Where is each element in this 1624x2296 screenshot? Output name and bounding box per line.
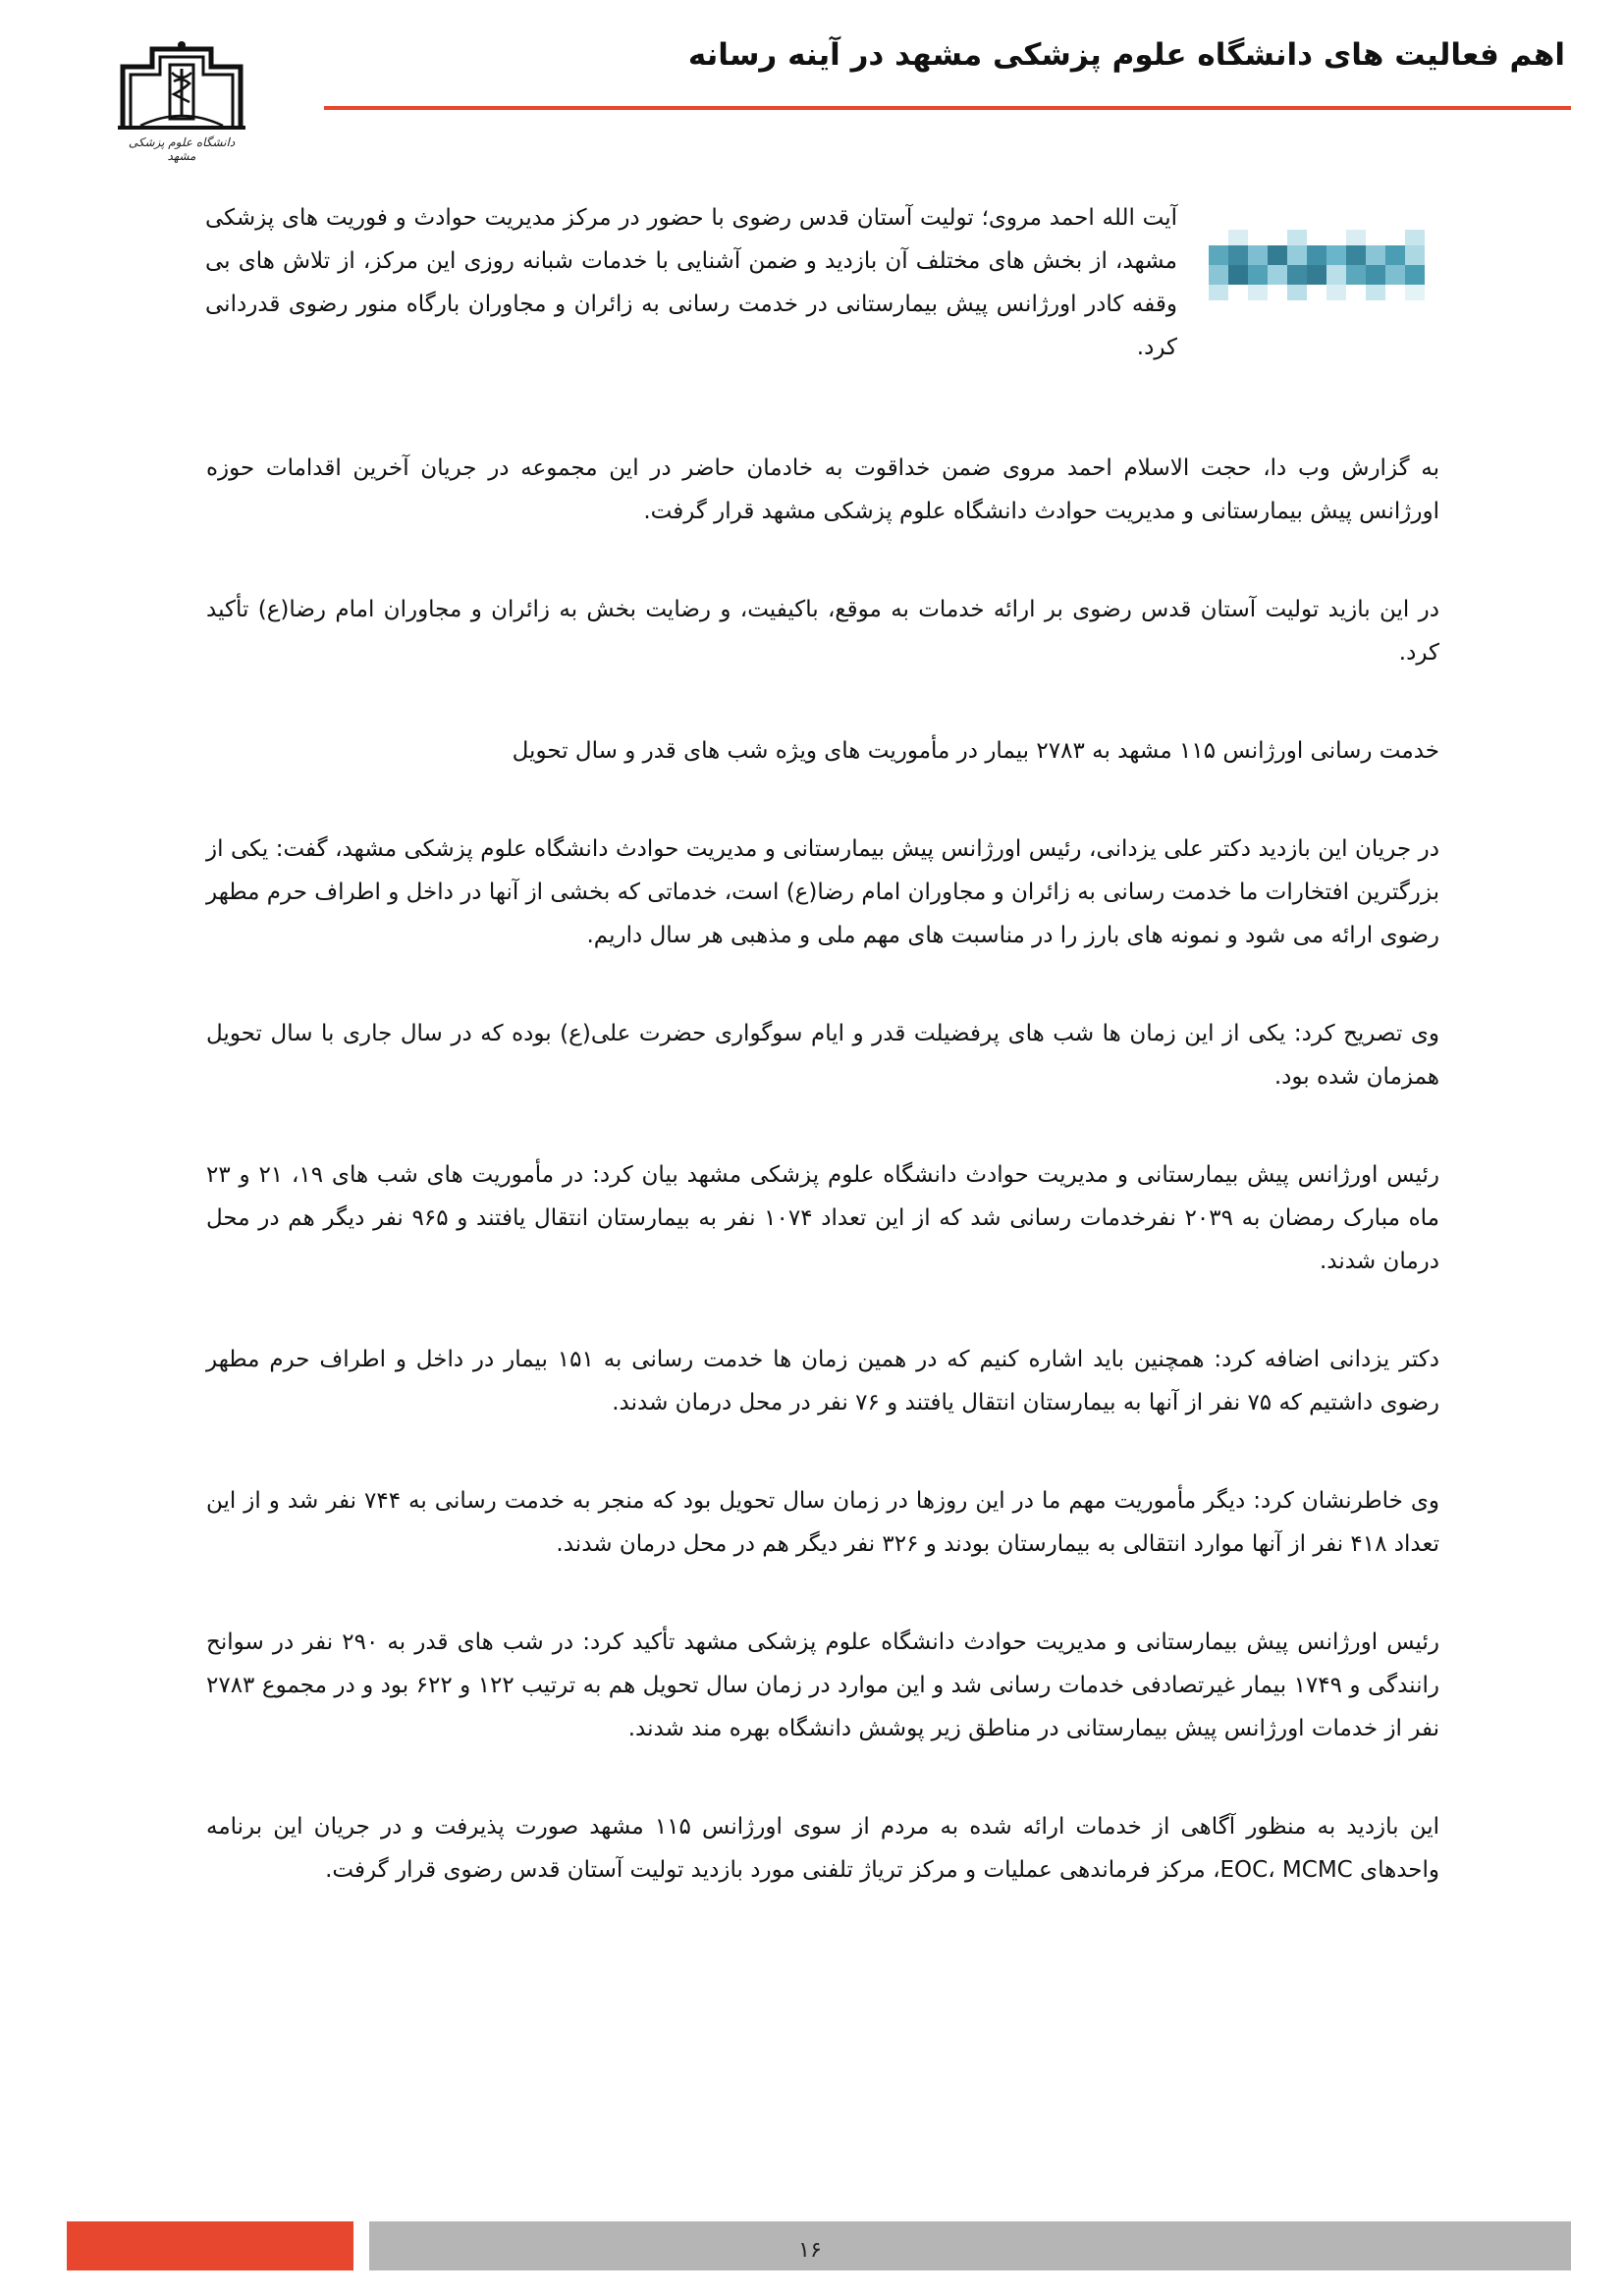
university-logo bbox=[113, 37, 250, 165]
paragraph: رئیس اورژانس پیش بیمارستانی و مدیریت حوادث دانشگاه علوم پزشکی مشهد تأکید کرد: در شب های قدر به ۲۹۰ نفر در سوانح رانندگی و ۱۷۴۹ بیمار غیرتصادفی خدمات رسانی شد و این موارد در زمان سال تحویل هم به ترتیب ۱۲۲ و ۶۲۲ بود و در مجموع ۲۷۸۳ نفر از خدمات اورژانس پیش بیمارستانی در مناطق زیر پوشش دانشگاه بهره مند شدند. bbox=[206, 1629, 1440, 1741]
header-divider bbox=[324, 106, 1571, 110]
paragraph: در جریان این بازدید دکتر علی یزدانی، رئیس اورژانس پیش بیمارستانی و مدیریت حوادث دانشگاه علوم پزشکی مشهد، گفت: یکی از بزرگترین افتخارات ما خدمت رسانی به زائران و مجاوران امام رضا(ع) است، خدماتی که بخشی از آنها در داخل و اطراف حرم مطهر رضوی ارائه می شود و نمونه های بارز را در مناسبت های مهم ملی و مذهبی هر سال داریم. bbox=[206, 836, 1439, 948]
pixelated-photo-icon bbox=[1203, 196, 1438, 339]
article-thumbnail bbox=[1203, 196, 1438, 339]
university-emblem-icon bbox=[113, 37, 250, 135]
page-number: ۱۶ bbox=[798, 2238, 822, 2263]
page-title: اهم فعالیت های دانشگاه علوم پزشکی مشهد در آینه رسانه bbox=[687, 37, 1565, 73]
paragraph: در این بازید تولیت آستان قدس رضوی بر ارائه خدمات به موقع، باکیفیت، و رضایت بخش به زائران و مجاوران امام رضا(ع) تأکید کرد. bbox=[206, 597, 1439, 666]
paragraph: وی تصریح کرد: یکی از این زمان ها شب های پرفضیلت قدر و ایام سوگواری حضرت علی(ع) بوده که در سال جاری با سال تحویل همزمان شده بود. bbox=[206, 1021, 1439, 1090]
footer-bar bbox=[369, 2221, 1571, 2270]
paragraph: به گزارش وب دا، حجت الاسلام احمد مروی ضمن خداقوت به خادمان حاضر در این مجموعه در جریان آخرین اقدامات حوزه اورژانس پیش بیمارستانی و مدیریت حوادث دانشگاه علوم پزشکی مشهد قرار گرفت. bbox=[206, 455, 1439, 524]
paragraph: وی خاطرنشان کرد: دیگر مأموریت مهم ما در این روزها در زمان سال تحویل بود که منجر به خدمت رسانی به ۷۴۴ نفر شد و از این تعداد ۴۱۸ نفر از آنها موارد انتقالی به بیمارستان بودند و ۳۲۶ نفر دیگر هم در محل درمان شدند. bbox=[206, 1488, 1440, 1557]
paragraph: رئیس اورژانس پیش بیمارستانی و مدیریت حوادث دانشگاه علوم پزشکی مشهد بیان کرد: در مأموریت های شب های ۱۹، ۲۱ و ۲۳ ماه مبارک رمضان به ۲۰۳۹ نفرخدمات رسانی شد که از این تعداد ۱۰۷۴ نفر به بیمارستان انتقال یافتند و ۹۶۵ نفر دیگر هم در محل درمان شدند. bbox=[206, 1162, 1439, 1274]
paragraph: دکتر یزدانی اضافه کرد: همچنین باید اشاره کنیم که در همین زمان ها خدمت رسانی به ۱۵۱ بیمار در داخل و اطراف حرم مطهر رضوی داشتیم که ۷۵ نفر از آنها به بیمارستان انتقال یافتند و ۷۶ نفر در محل درمان شدند. bbox=[206, 1347, 1439, 1415]
intro-paragraph: آیت الله احمد مروی؛ تولیت آستان قدس رضوی با حضور در مرکز مدیریت حوادث و فوریت های پزشکی مشهد، از بخش های مختلف آن بازدید و ضمن آشنایی با خدمات شبانه روزی این مرکز، از تلاش های بی وقفه کادر اورژانس پیش بیمارستانی در خدمت رسانی به زائران و مجاوران بارگاه منور رضوی قدردانی کرد. bbox=[205, 205, 1177, 360]
logo-caption: دانشگاه علوم پزشکی مشهد bbox=[128, 135, 236, 163]
paragraph-heading: خدمت رسانی اورژانس ۱۱۵ مشهد به ۲۷۸۳ بیمار در مأموریت های ویژه شب های قدر و سال تحویل bbox=[512, 738, 1439, 764]
paragraph: این بازدید به منظور آگاهی از خدمات ارائه شده به مردم از سوی اورژانس ۱۱۵ مشهد صورت پذیرفت و در جریان این برنامه واحدهای EOC، MCMC، مرکز فرماندهی عملیات و مرکز تریاژ تلفنی مورد بازدید تولیت آستان قدس رضوی قرار گرفت. bbox=[206, 1814, 1439, 1883]
footer-accent-bar bbox=[67, 2221, 353, 2270]
article-body bbox=[206, 447, 1439, 1947]
